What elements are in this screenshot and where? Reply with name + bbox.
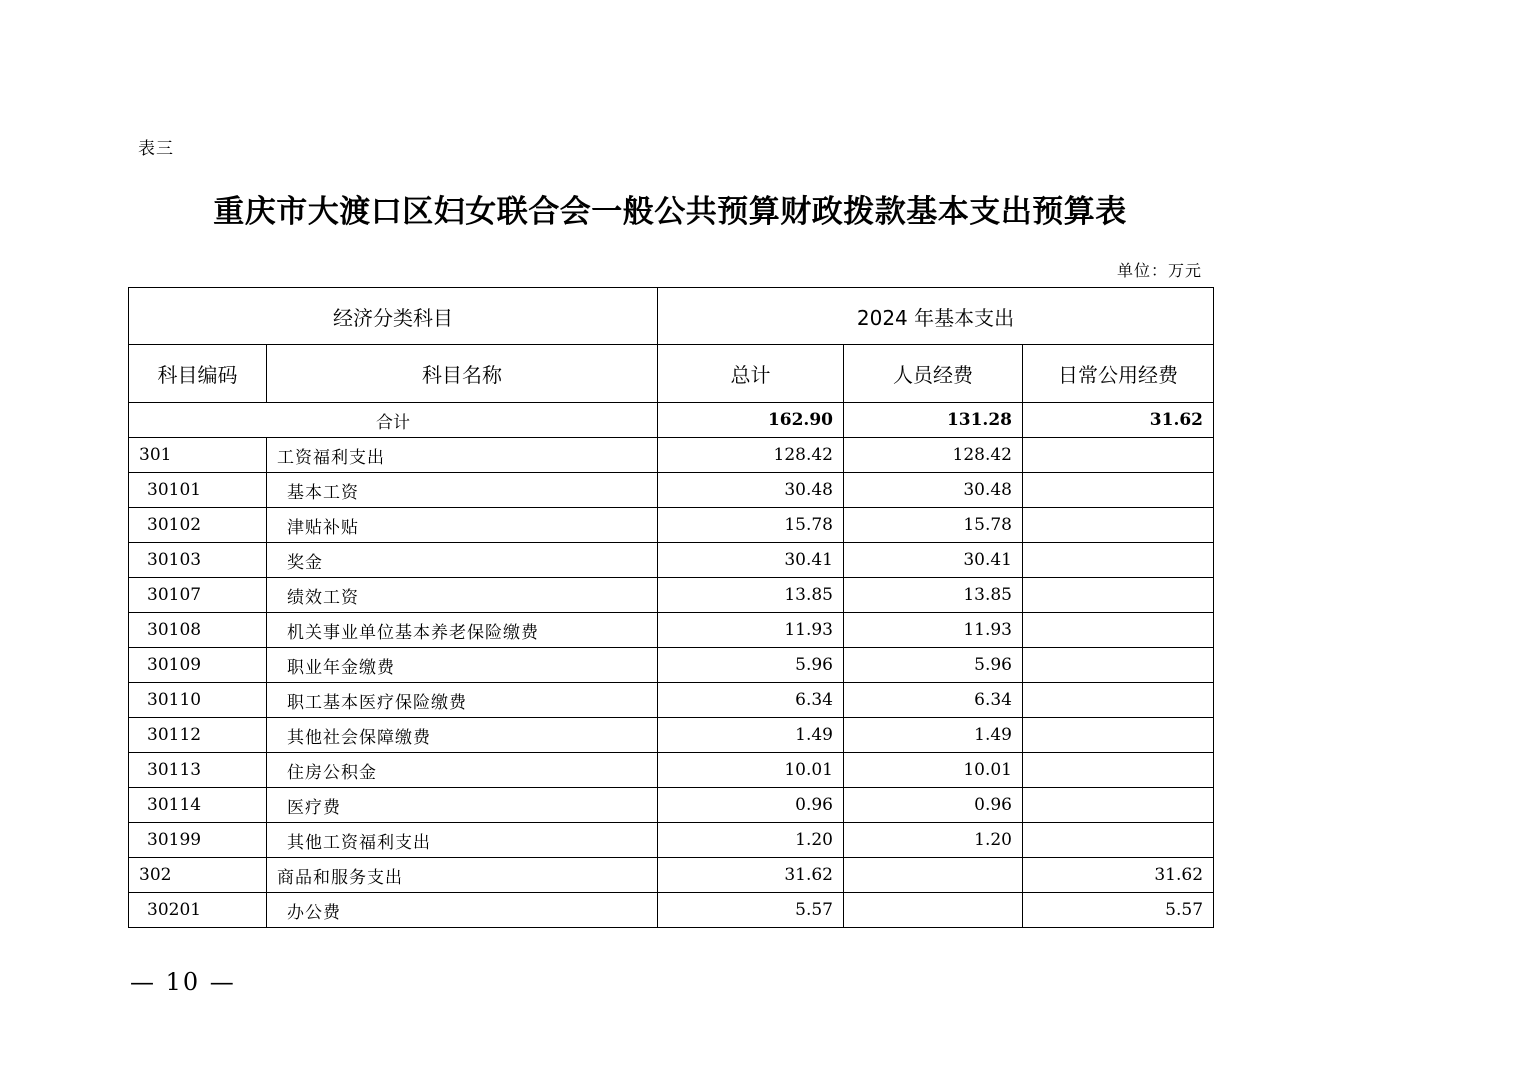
header-economic-classification: 经济分类科目 xyxy=(129,288,658,345)
row-public xyxy=(1023,578,1214,613)
row-name: 医疗费 xyxy=(267,788,658,823)
row-public xyxy=(1023,613,1214,648)
header-personnel: 人员经费 xyxy=(844,345,1023,403)
row-name: 其他社会保障缴费 xyxy=(267,718,658,753)
row-total: 5.57 xyxy=(658,893,844,928)
row-code: 30199 xyxy=(129,823,267,858)
header-name: 科目名称 xyxy=(267,345,658,403)
row-name: 绩效工资 xyxy=(267,578,658,613)
row-name: 职工基本医疗保险缴费 xyxy=(267,683,658,718)
header-public: 日常公用经费 xyxy=(1023,345,1214,403)
row-personnel: 13.85 xyxy=(844,578,1023,613)
row-name: 津贴补贴 xyxy=(267,508,658,543)
table-row xyxy=(129,753,1214,788)
row-name: 机关事业单位基本养老保险缴费 xyxy=(267,613,658,648)
budget-table xyxy=(128,287,1214,928)
table-row xyxy=(129,858,1214,893)
row-personnel: 15.78 xyxy=(844,508,1023,543)
row-name: 工资福利支出 xyxy=(267,438,658,473)
row-code: 30103 xyxy=(129,543,267,578)
row-total: 13.85 xyxy=(658,578,844,613)
row-total: 0.96 xyxy=(658,788,844,823)
row-public: 31.62 xyxy=(1023,858,1214,893)
row-total: 31.62 xyxy=(658,858,844,893)
row-code: 30112 xyxy=(129,718,267,753)
row-code: 30102 xyxy=(129,508,267,543)
row-code: 30107 xyxy=(129,578,267,613)
row-name: 商品和服务支出 xyxy=(267,858,658,893)
row-name: 奖金 xyxy=(267,543,658,578)
row-personnel: 10.01 xyxy=(844,753,1023,788)
table-row xyxy=(129,823,1214,858)
row-total: 1.20 xyxy=(658,823,844,858)
row-name: 办公费 xyxy=(267,893,658,928)
header-row-group xyxy=(129,288,1214,345)
table-row xyxy=(129,718,1214,753)
header-total: 总计 xyxy=(658,345,844,403)
table-row xyxy=(129,473,1214,508)
total-personnel: 131.28 xyxy=(844,403,1023,438)
row-name: 住房公积金 xyxy=(267,753,658,788)
row-code: 30113 xyxy=(129,753,267,788)
row-public xyxy=(1023,823,1214,858)
total-sum: 162.90 xyxy=(658,403,844,438)
table-row xyxy=(129,543,1214,578)
unit-label: 单位：万元 xyxy=(1116,261,1202,280)
row-code: 301 xyxy=(129,438,267,473)
table-row xyxy=(129,683,1214,718)
table-row xyxy=(129,613,1214,648)
table-label: 表三 xyxy=(138,139,174,159)
page-title: 重庆市大渡口区妇女联合会一般公共预算财政拨款基本支出预算表 xyxy=(213,194,1127,230)
row-total: 10.01 xyxy=(658,753,844,788)
row-code: 30108 xyxy=(129,613,267,648)
row-code: 302 xyxy=(129,858,267,893)
table-row xyxy=(129,438,1214,473)
row-code: 30110 xyxy=(129,683,267,718)
table-row xyxy=(129,648,1214,683)
row-name: 基本工资 xyxy=(267,473,658,508)
row-total: 30.41 xyxy=(658,543,844,578)
row-total: 1.49 xyxy=(658,718,844,753)
row-total: 30.48 xyxy=(658,473,844,508)
page-number: — 10 — xyxy=(130,968,236,996)
row-public xyxy=(1023,508,1214,543)
row-total: 5.96 xyxy=(658,648,844,683)
row-public xyxy=(1023,718,1214,753)
table-row xyxy=(129,788,1214,823)
row-personnel: 0.96 xyxy=(844,788,1023,823)
row-public xyxy=(1023,683,1214,718)
row-personnel xyxy=(844,858,1023,893)
header-basic-expenditure: 2024 年基本支出 xyxy=(658,288,1214,345)
row-personnel: 5.96 xyxy=(844,648,1023,683)
row-code: 30101 xyxy=(129,473,267,508)
row-personnel: 1.49 xyxy=(844,718,1023,753)
row-public xyxy=(1023,788,1214,823)
total-row xyxy=(129,403,1214,438)
row-total: 11.93 xyxy=(658,613,844,648)
row-total: 15.78 xyxy=(658,508,844,543)
row-personnel: 6.34 xyxy=(844,683,1023,718)
row-public xyxy=(1023,438,1214,473)
total-label: 合计 xyxy=(129,403,658,438)
table-row xyxy=(129,893,1214,928)
row-personnel: 128.42 xyxy=(844,438,1023,473)
total-public: 31.62 xyxy=(1023,403,1214,438)
row-personnel: 30.48 xyxy=(844,473,1023,508)
row-name: 其他工资福利支出 xyxy=(267,823,658,858)
table-row xyxy=(129,508,1214,543)
row-public xyxy=(1023,543,1214,578)
row-total: 6.34 xyxy=(658,683,844,718)
table-row xyxy=(129,578,1214,613)
row-public: 5.57 xyxy=(1023,893,1214,928)
row-code: 30114 xyxy=(129,788,267,823)
header-code: 科目编码 xyxy=(129,345,267,403)
header-row-columns xyxy=(129,345,1214,403)
row-public xyxy=(1023,753,1214,788)
row-name: 职业年金缴费 xyxy=(267,648,658,683)
row-personnel xyxy=(844,893,1023,928)
row-personnel: 11.93 xyxy=(844,613,1023,648)
row-total: 128.42 xyxy=(658,438,844,473)
row-personnel: 1.20 xyxy=(844,823,1023,858)
row-personnel: 30.41 xyxy=(844,543,1023,578)
row-public xyxy=(1023,473,1214,508)
row-code: 30201 xyxy=(129,893,267,928)
row-code: 30109 xyxy=(129,648,267,683)
row-public xyxy=(1023,648,1214,683)
